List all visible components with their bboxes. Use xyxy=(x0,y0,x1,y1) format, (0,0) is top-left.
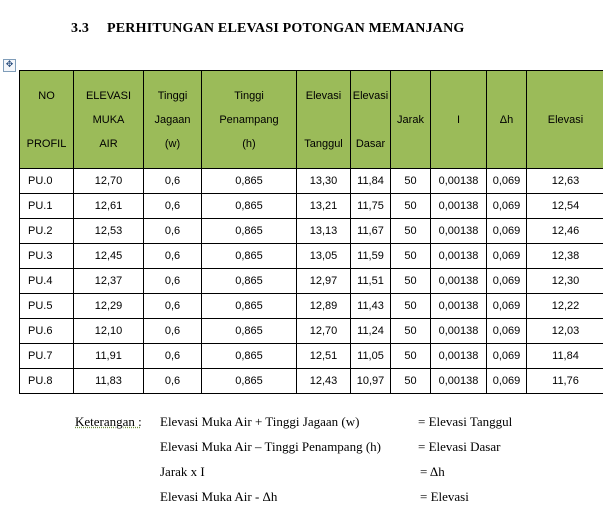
header-i xyxy=(431,71,487,169)
cell-delta-h: 0,069 xyxy=(487,344,527,369)
table-row xyxy=(20,294,603,319)
cell-no-profil: PU.8 xyxy=(20,369,74,394)
header-elevasi-tanggul-line: Tanggul xyxy=(304,137,343,150)
header-tinggi-penampang xyxy=(202,71,297,169)
cell-no-profil: PU.1 xyxy=(20,194,74,219)
table-row xyxy=(20,269,603,294)
cell-elevasi-dasar: 11,43 xyxy=(351,294,391,319)
cell-elevasi-dasar: 11,75 xyxy=(351,194,391,219)
header-elevasi-muka-air-line: AIR xyxy=(99,137,118,150)
cell-jarak: 50 xyxy=(391,269,431,294)
header-elevasi-muka-air-line: ELEVASI xyxy=(85,89,132,102)
note-result-1: = Elevasi Tanggul xyxy=(418,414,513,429)
note-result-2: = Elevasi Dasar xyxy=(418,439,501,454)
cell-tinggi-jagaan: 0,6 xyxy=(144,169,202,194)
cell-elevasi: 12,22 xyxy=(527,294,603,319)
header-tinggi-penampang-line: (h) xyxy=(242,137,256,150)
section-heading xyxy=(71,21,465,37)
header-elevasi-tanggul-line: Elevasi xyxy=(305,89,342,102)
cell-no-profil: PU.3 xyxy=(20,244,74,269)
cell-elevasi: 12,46 xyxy=(527,219,603,244)
header-elevasi-tanggul-line xyxy=(297,108,350,132)
cell-tinggi-jagaan: 0,6 xyxy=(144,294,202,319)
cell-elevasi-dasar: 10,97 xyxy=(351,369,391,394)
cell-no-profil: PU.6 xyxy=(20,319,74,344)
cell-tinggi-penampang: 0,865 xyxy=(202,369,297,394)
table-header-row xyxy=(20,71,603,169)
cell-elevasi-dasar: 11,67 xyxy=(351,219,391,244)
table-row xyxy=(20,244,603,269)
cell-jarak: 50 xyxy=(391,219,431,244)
header-elevasi-tanggul xyxy=(297,71,351,169)
cell-delta-h: 0,069 xyxy=(487,219,527,244)
cell-delta-h: 0,069 xyxy=(487,169,527,194)
cell-tinggi-jagaan: 0,6 xyxy=(144,219,202,244)
cell-delta-h: 0,069 xyxy=(487,269,527,294)
cell-elevasi-muka-air: 12,45 xyxy=(74,244,144,269)
cell-elevasi-tanggul: 12,43 xyxy=(297,369,351,394)
elevation-table xyxy=(19,70,603,394)
header-no-profil-line: NO xyxy=(38,89,55,102)
header-elevasi xyxy=(527,71,603,169)
cell-delta-h: 0,069 xyxy=(487,244,527,269)
header-tinggi-penampang-line: Penampang xyxy=(219,113,279,126)
cell-tinggi-penampang: 0,865 xyxy=(202,169,297,194)
cell-i: 0,00138 xyxy=(431,194,487,219)
cell-elevasi-muka-air: 12,70 xyxy=(74,169,144,194)
cell-i: 0,00138 xyxy=(431,219,487,244)
cell-jarak: 50 xyxy=(391,244,431,269)
cell-elevasi-tanggul: 12,89 xyxy=(297,294,351,319)
cell-elevasi-muka-air: 12,61 xyxy=(74,194,144,219)
cell-no-profil: PU.7 xyxy=(20,344,74,369)
cell-tinggi-penampang: 0,865 xyxy=(202,194,297,219)
header-elevasi-muka-air-line: MUKA xyxy=(92,113,125,126)
cell-elevasi-tanggul: 13,05 xyxy=(297,244,351,269)
cell-elevasi: 12,03 xyxy=(527,319,603,344)
cell-delta-h: 0,069 xyxy=(487,294,527,319)
cell-tinggi-jagaan: 0,6 xyxy=(144,269,202,294)
header-elevasi-dasar-line xyxy=(351,108,390,132)
header-jarak xyxy=(391,71,431,169)
note-formula-3: Jarak x I xyxy=(160,464,205,479)
table-row xyxy=(20,194,603,219)
cell-i: 0,00138 xyxy=(431,319,487,344)
table-body xyxy=(20,169,603,394)
cell-elevasi: 12,54 xyxy=(527,194,603,219)
header-no-profil-line xyxy=(20,108,73,132)
cell-elevasi: 12,38 xyxy=(527,244,603,269)
cell-elevasi-muka-air: 11,83 xyxy=(74,369,144,394)
cell-jarak: 50 xyxy=(391,319,431,344)
cell-tinggi-penampang: 0,865 xyxy=(202,294,297,319)
cell-elevasi-dasar: 11,05 xyxy=(351,344,391,369)
table-row xyxy=(20,219,603,244)
cell-tinggi-penampang: 0,865 xyxy=(202,244,297,269)
cell-tinggi-penampang: 0,865 xyxy=(202,269,297,294)
cell-jarak: 50 xyxy=(391,344,431,369)
cell-tinggi-jagaan: 0,6 xyxy=(144,369,202,394)
header-tinggi-jagaan-line: Jagaan xyxy=(154,113,191,126)
header-no-profil-line: PROFIL xyxy=(26,137,67,150)
header-tinggi-jagaan xyxy=(144,71,202,169)
cell-no-profil: PU.5 xyxy=(20,294,74,319)
move-cross-icon[interactable]: ✥ xyxy=(3,59,16,72)
cell-elevasi-tanggul: 12,70 xyxy=(297,319,351,344)
cell-i: 0,00138 xyxy=(431,294,487,319)
cell-elevasi-muka-air: 12,29 xyxy=(74,294,144,319)
cell-i: 0,00138 xyxy=(431,269,487,294)
cell-delta-h: 0,069 xyxy=(487,369,527,394)
cell-elevasi-muka-air: 12,53 xyxy=(74,219,144,244)
note-result-3: = Δh xyxy=(420,464,445,479)
header-elevasi-dasar xyxy=(351,71,391,169)
cell-delta-h: 0,069 xyxy=(487,319,527,344)
cell-tinggi-penampang: 0,865 xyxy=(202,219,297,244)
note-formula-4: Elevasi Muka Air - Δh xyxy=(160,489,278,504)
cell-elevasi-tanggul: 13,30 xyxy=(297,169,351,194)
header-elevasi-muka-air xyxy=(74,71,144,169)
cell-elevasi-dasar: 11,51 xyxy=(351,269,391,294)
header-tinggi-jagaan-line: Tinggi xyxy=(157,89,188,102)
cell-elevasi: 11,84 xyxy=(527,344,603,369)
note-formula-1: Elevasi Muka Air + Tinggi Jagaan (w) xyxy=(160,414,360,429)
notes-label: Keterangan : xyxy=(75,414,142,429)
cell-i: 0,00138 xyxy=(431,169,487,194)
cell-jarak: 50 xyxy=(391,169,431,194)
cell-elevasi-muka-air: 12,10 xyxy=(74,319,144,344)
table-row xyxy=(20,369,603,394)
section-number: 3.3 xyxy=(71,21,90,36)
table-row xyxy=(20,319,603,344)
cell-i: 0,00138 xyxy=(431,344,487,369)
cell-jarak: 50 xyxy=(391,369,431,394)
cell-elevasi: 12,63 xyxy=(527,169,603,194)
cell-no-profil: PU.4 xyxy=(20,269,74,294)
header-elevasi-dasar-line: Elevasi xyxy=(352,89,389,102)
cell-i: 0,00138 xyxy=(431,244,487,269)
header-elevasi-dasar-line: Dasar xyxy=(355,137,386,150)
cell-delta-h: 0,069 xyxy=(487,194,527,219)
table-row xyxy=(20,344,603,369)
cell-tinggi-jagaan: 0,6 xyxy=(144,244,202,269)
cell-tinggi-jagaan: 0,6 xyxy=(144,319,202,344)
cell-elevasi: 12,30 xyxy=(527,269,603,294)
cell-jarak: 50 xyxy=(391,194,431,219)
cell-tinggi-penampang: 0,865 xyxy=(202,319,297,344)
cell-elevasi-muka-air: 12,37 xyxy=(74,269,144,294)
cell-elevasi-tanggul: 13,21 xyxy=(297,194,351,219)
header-tinggi-jagaan-line: (w) xyxy=(164,137,181,150)
cell-tinggi-jagaan: 0,6 xyxy=(144,194,202,219)
cell-elevasi-tanggul: 13,13 xyxy=(297,219,351,244)
note-formula-2: Elevasi Muka Air – Tinggi Penampang (h) xyxy=(160,439,381,454)
cell-elevasi-tanggul: 12,51 xyxy=(297,344,351,369)
cell-tinggi-penampang: 0,865 xyxy=(202,344,297,369)
cell-elevasi-muka-air: 11,91 xyxy=(74,344,144,369)
section-title: PERHITUNGAN ELEVASI POTONGAN MEMANJANG xyxy=(107,21,465,36)
cell-elevasi-dasar: 11,24 xyxy=(351,319,391,344)
header-i-line: I xyxy=(456,113,461,126)
note-result-4: = Elevasi xyxy=(420,489,469,504)
header-tinggi-penampang-line: Tinggi xyxy=(234,89,264,102)
cell-elevasi-dasar: 11,84 xyxy=(351,169,391,194)
header-elevasi-line: Elevasi xyxy=(547,113,584,126)
header-jarak-line: Jarak xyxy=(397,113,424,126)
cell-tinggi-jagaan: 0,6 xyxy=(144,344,202,369)
cell-elevasi: 11,76 xyxy=(527,369,603,394)
header-delta-h xyxy=(487,71,527,169)
header-no-profil xyxy=(20,71,74,169)
cell-jarak: 50 xyxy=(391,294,431,319)
cell-i: 0,00138 xyxy=(431,369,487,394)
cell-no-profil: PU.0 xyxy=(20,169,74,194)
table-row xyxy=(20,169,603,194)
cell-elevasi-tanggul: 12,97 xyxy=(297,269,351,294)
header-delta-h-line: Δh xyxy=(499,113,514,126)
cell-no-profil: PU.2 xyxy=(20,219,74,244)
cell-elevasi-dasar: 11,59 xyxy=(351,244,391,269)
